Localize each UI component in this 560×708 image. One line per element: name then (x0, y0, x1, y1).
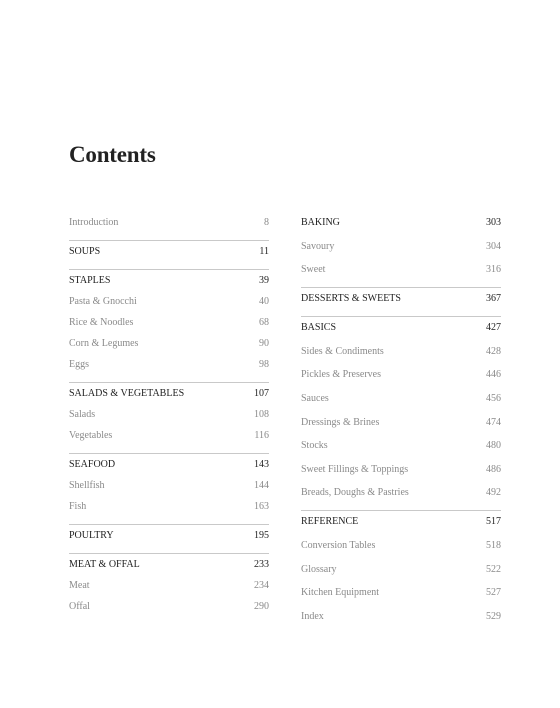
toc-section (69, 270, 269, 383)
toc-entry-label: Salads (69, 409, 96, 420)
toc-section (301, 317, 501, 511)
toc-section (69, 525, 269, 554)
toc-page-number: 303 (486, 217, 501, 228)
toc-entry[interactable] (301, 439, 501, 452)
toc-section-heading[interactable] (301, 515, 501, 528)
toc-entry[interactable] (301, 240, 501, 253)
toc-entry-label: BAKING (301, 217, 340, 228)
toc-entry-label: Sweet (301, 264, 326, 276)
toc-entry-label: Sweet Fillings & Toppings (301, 463, 409, 475)
toc-page-number: 90 (259, 338, 269, 349)
toc-entry-label: Sides & Condiments (301, 345, 384, 357)
toc-page-number: 234 (254, 580, 269, 591)
toc-page-number: 40 (259, 296, 269, 307)
toc-page-number: 233 (254, 559, 269, 570)
toc-page-number: 290 (254, 601, 269, 612)
toc-entry-label: MEAT & OFFAL (69, 559, 140, 570)
toc-page-number: 474 (486, 416, 501, 428)
toc-entry-label: Shellfish (69, 480, 105, 491)
toc-entry[interactable] (69, 500, 269, 513)
toc-entry[interactable] (301, 368, 501, 381)
toc-page-number: 107 (254, 388, 269, 399)
toc-left-column (69, 212, 269, 624)
toc-page-number: 39 (259, 275, 269, 286)
toc-page-number: 456 (486, 392, 501, 404)
toc-entry-label: Vegetables (69, 430, 113, 441)
toc-section-heading[interactable] (301, 292, 501, 305)
toc-page-number: 68 (259, 317, 269, 328)
toc-entry[interactable] (69, 600, 269, 613)
toc-page-number: 527 (486, 587, 501, 599)
toc-entry[interactable] (301, 345, 501, 358)
toc-page-number: 195 (254, 530, 269, 541)
toc-entry-label: BASICS (301, 322, 337, 334)
toc-entry[interactable] (69, 316, 269, 329)
toc-entry[interactable] (69, 295, 269, 308)
toc-page-number: 116 (254, 430, 269, 441)
toc-section (301, 511, 501, 633)
toc-page-number: 518 (486, 539, 501, 551)
toc-entry[interactable] (301, 486, 501, 499)
toc-entry[interactable] (69, 216, 269, 229)
toc-page-number: 428 (486, 345, 501, 357)
toc-page-number: 8 (264, 217, 269, 228)
toc-entry[interactable] (69, 337, 269, 350)
toc-page-number: 143 (254, 459, 269, 470)
toc-entry[interactable] (301, 563, 501, 576)
toc-entry-label: DESSERTS & SWEETS (301, 293, 401, 305)
toc-entry-label: Sauces (301, 392, 329, 404)
toc-entry-label: Savoury (301, 240, 335, 252)
toc-entry-label: Index (301, 610, 324, 622)
toc-page-number: 11 (259, 246, 269, 257)
toc-entry-label: Glossary (301, 563, 337, 575)
toc-entry-label: Offal (69, 601, 90, 612)
toc-entry-label: Rice & Noodles (69, 317, 134, 328)
toc-page-number: 367 (486, 293, 501, 305)
toc-section (69, 241, 269, 270)
toc-entry[interactable] (69, 358, 269, 371)
toc-entry-label: Corn & Legumes (69, 338, 139, 349)
toc-entry-label: Introduction (69, 217, 119, 228)
toc-section (69, 554, 269, 624)
toc-entry[interactable] (301, 610, 501, 623)
toc-section-heading[interactable] (69, 387, 269, 400)
toc-section-heading[interactable] (301, 321, 501, 334)
toc-section-heading[interactable] (301, 216, 501, 229)
toc-section-heading[interactable] (69, 529, 269, 542)
toc-page-number: 304 (486, 240, 501, 252)
toc-entry-label: Dressings & Brines (301, 416, 380, 428)
toc-section-heading[interactable] (69, 458, 269, 471)
toc-entry[interactable] (301, 539, 501, 552)
toc-page-number: 486 (486, 463, 501, 475)
toc-entry[interactable] (69, 579, 269, 592)
toc-entry-label: REFERENCE (301, 516, 359, 528)
toc-entry-label: Conversion Tables (301, 539, 376, 551)
toc-entry[interactable] (301, 463, 501, 476)
toc-page-number: 480 (486, 440, 501, 452)
toc-section (301, 288, 501, 317)
toc-entry-label: SOUPS (69, 246, 101, 257)
toc-page-number: 98 (259, 359, 269, 370)
toc-page-number: 316 (486, 264, 501, 276)
toc-entry[interactable] (301, 263, 501, 276)
toc-entry-label: Stocks (301, 440, 328, 452)
toc-entry-label: STAPLES (69, 275, 111, 286)
toc-page-number: 144 (254, 480, 269, 491)
toc-page-number: 427 (486, 322, 501, 334)
toc-section-heading[interactable] (69, 558, 269, 571)
toc-entry[interactable] (69, 429, 269, 442)
toc-page-number: 108 (254, 409, 269, 420)
toc-page-number: 163 (254, 501, 269, 512)
toc-entry[interactable] (301, 586, 501, 599)
page-title: Contents (69, 142, 156, 167)
toc-section-heading[interactable] (69, 274, 269, 287)
toc-right-column (301, 212, 501, 634)
toc-section (69, 454, 269, 525)
toc-entry-label: Breads, Doughs & Pastries (301, 487, 409, 499)
toc-entry[interactable] (301, 392, 501, 405)
toc-entry-label: SEAFOOD (69, 459, 116, 470)
toc-section (301, 212, 501, 288)
toc-page-number: 492 (486, 487, 501, 499)
toc-entry-label: Pasta & Gnocchi (69, 296, 137, 307)
toc-entry-label: SALADS & VEGETABLES (69, 388, 185, 399)
toc-page-number: 517 (486, 516, 501, 528)
toc-section-heading[interactable] (69, 245, 269, 258)
toc-page-number: 529 (486, 610, 501, 622)
toc-entry[interactable] (69, 408, 269, 421)
toc-entry[interactable] (69, 479, 269, 492)
toc-entry-label: Eggs (69, 359, 89, 370)
toc-entry-label: POULTRY (69, 530, 114, 541)
toc-page-number: 522 (486, 563, 501, 575)
toc-entry-label: Fish (69, 501, 87, 512)
toc-page-number: 446 (486, 369, 501, 381)
toc-entry-label: Pickles & Preserves (301, 369, 381, 381)
toc-section (69, 383, 269, 454)
toc-entry-label: Meat (69, 580, 90, 591)
toc-entry[interactable] (301, 416, 501, 429)
toc-entry-label: Kitchen Equipment (301, 587, 380, 599)
toc-intro-section (69, 212, 269, 241)
